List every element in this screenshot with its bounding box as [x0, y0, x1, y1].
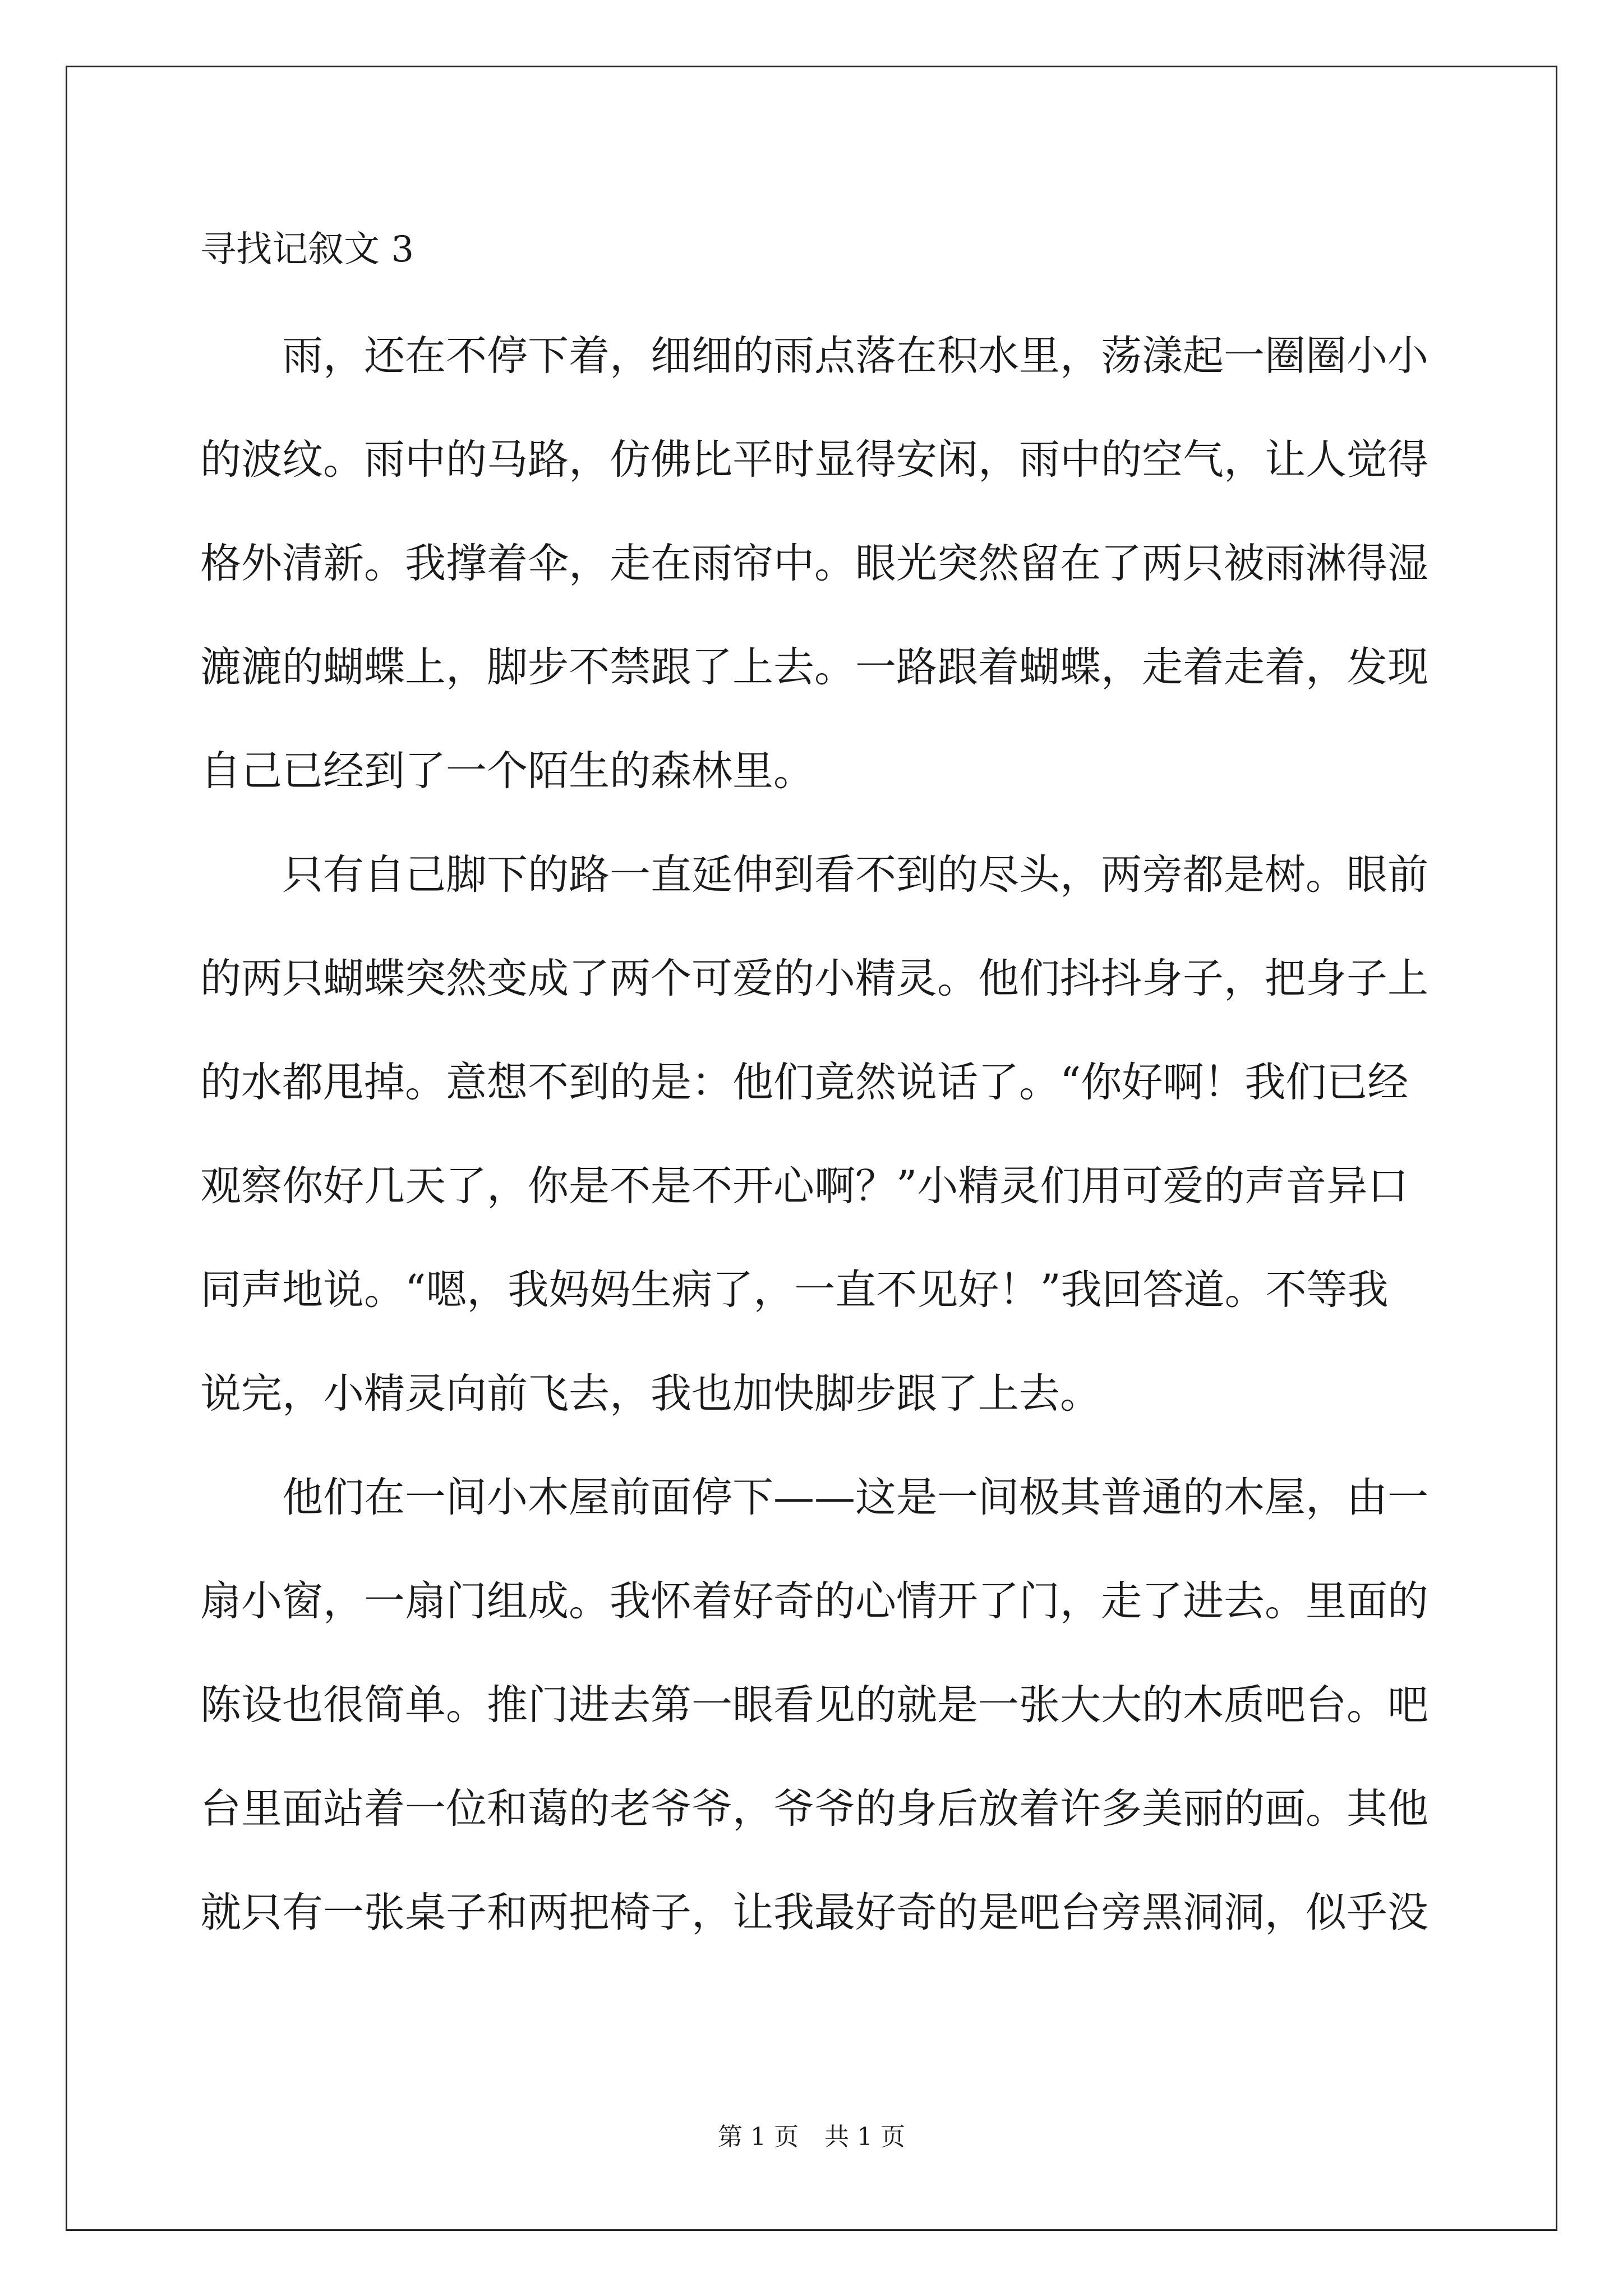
text-line: 的波纹。雨中的马路，仿佛比平时显得安闲，雨中的空气，让人觉得 — [200, 436, 1428, 484]
text-line: 只有自己脚下的路一直延伸到看不到的尽头，两旁都是树。眼前 — [282, 851, 1428, 899]
text-line: 漉漉的蝴蝶上，脚步不禁跟了上去。一路跟着蝴蝶，走着走着，发现 — [200, 643, 1428, 691]
text-line: 格外清新。我撑着伞，走在雨帘中。眼光突然留在了两只被雨淋得湿 — [200, 540, 1428, 587]
text-line: 的两只蝴蝶突然变成了两个可爱的小精灵。他们抖抖身子，把身子上 — [200, 955, 1428, 1002]
text-line: 台里面站着一位和蔼的老爷爷，爷爷的身后放着许多美丽的画。其他 — [200, 1785, 1428, 1833]
page-footer — [0, 2120, 1623, 2154]
text-line: 扇小窗，一扇门组成。我怀着好奇的心情开了门，走了进去。里面的 — [200, 1577, 1428, 1625]
page-number: 第 1 页 — [718, 2123, 799, 2151]
text-line: 陈设也很简单。推门进去第一眼看见的就是一张大大的木质吧台。吧 — [200, 1681, 1428, 1729]
document-title: 寻找记叙文 3 — [200, 229, 414, 270]
page-total: 共 1 页 — [824, 2123, 905, 2151]
text-line: 雨，还在不停下着，细细的雨点落在积水里，荡漾起一圈圈小小 — [282, 332, 1428, 380]
text-line: 的水都甩掉。意想不到的是：他们竟然说话了。“你好啊！我们已经 — [200, 1059, 1409, 1106]
text-line: 他们在一间小木屋前面停下——这是一间极其普通的木屋，由一 — [282, 1474, 1428, 1521]
text-line: 同声地说。“嗯，我妈妈生病了，一直不见好！”我回答道。不等我 — [200, 1266, 1389, 1314]
text-line: 就只有一张桌子和两把椅子，让我最好奇的是吧台旁黑洞洞，似乎没 — [200, 1889, 1428, 1936]
text-line: 自己已经到了一个陌生的森林里。 — [200, 747, 814, 795]
text-line: 说完，小精灵向前飞去，我也加快脚步跟了上去。 — [200, 1370, 1101, 1418]
text-line: 观察你好几天了，你是不是不开心啊？”小精灵们用可爱的声音异口 — [200, 1162, 1409, 1210]
